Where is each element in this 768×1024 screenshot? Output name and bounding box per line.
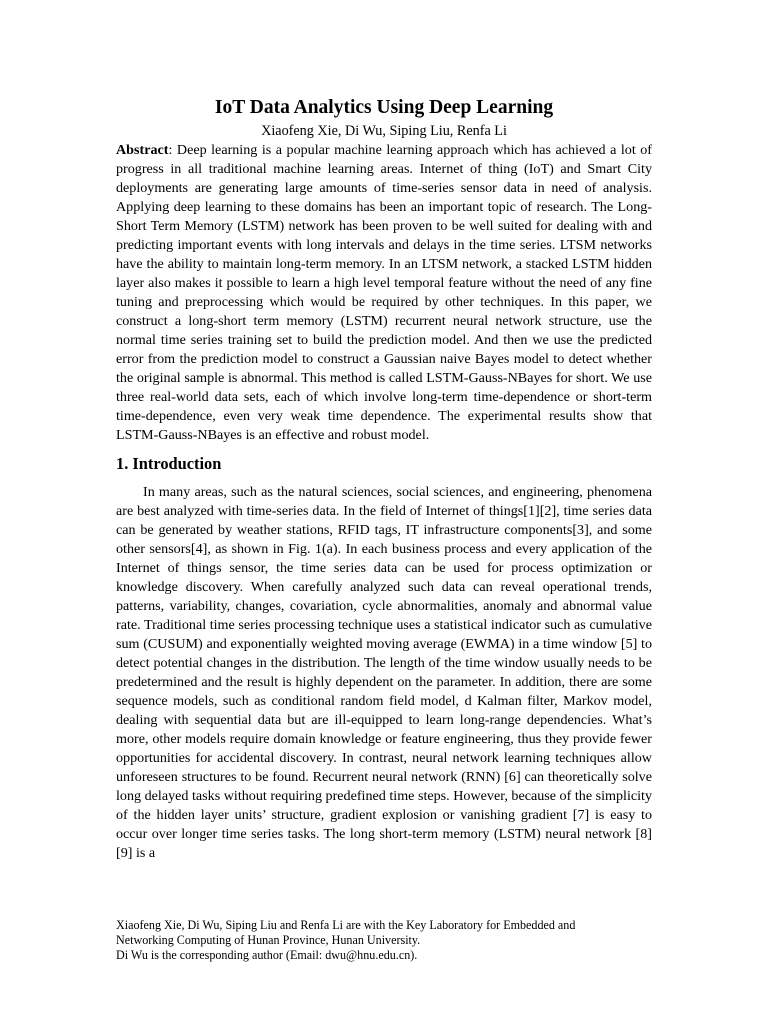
section-heading-introduction: 1. Introduction: [116, 454, 222, 473]
author-affiliation-footnote: [116, 918, 676, 963]
author-list: Xiaofeng Xie, Di Wu, Siping Liu, Renfa Li: [261, 123, 507, 139]
footnote-line: Networking Computing of Hunan Province, Hunan University.: [116, 933, 421, 947]
footnote-line: Xiaofeng Xie, Di Wu, Siping Liu and Renfa Li are with the Key Laboratory for Embedded and: [116, 918, 576, 932]
abstract-label: Abstract: [116, 142, 169, 158]
footnote-line: Di Wu is the corresponding author (Email: dwu@hnu.edu.cn).: [116, 948, 418, 962]
abstract-paragraph: [116, 141, 652, 445]
paper-page: [116, 92, 652, 863]
abstract-text: : Deep learning is a popular machine learning approach which has achieved a lot of progress in all traditional machine learning areas. Internet of thing (IoT) and Smart City deployments are generating large amounts of time-series sensor data in need of analysis. Applying deep learning to these domains has been an important topic of research. The Long-Short Term Memory (LSTM) network has been proven to be well suited for dealing with and predicting important events with long intervals and delays in the time series. LTSM networks have the ability to maintain long-term memory. In an LTSM network, a stacked LSTM hidden layer also makes it possible to learn a high level temporal feature without the need of any fine tuning and preprocessing which would be required by other techniques. In this paper, we construct a long-short term memory (LSTM) recurrent neural network structure, use the normal time series training set to build the prediction model. And then we use the predicted error from the prediction model to construct a Gaussian naive Bayes model to detect whether the original sample is abnormal. This method is called LSTM-Gauss-NBayes for short. We use three real-world data sets, each of which involve long-term time-dependence or short-term time-dependence, even very weak time dependence. The experimental results show that LSTM-Gauss-NBayes is an effective and robust model.: [116, 142, 652, 443]
introduction-paragraph: In many areas, such as the natural sciences, social sciences, and engineering, phenomena are best analyzed with time-series data. In the field of Internet of things[1][2], time series data can be generated by weather stations, RFID tags, IT infrastructure components[3], and some other sensors[4], as shown in Fig. 1(a). In each business process and every application of the Internet of things sensor, the time series data can be used for process optimization or knowledge discovery. When carefully analyzed such data can reveal operational trends, patterns, variability, changes, covariation, cycle abnormalities, anomaly and abnormal value rate. Traditional time series processing technique uses a statistical indicator such as cumulative sum (CUSUM) and exponentially weighted moving average (EWMA) in a time window [5] to detect potential changes in the distribution. The length of the time window usually needs to be predetermined and the result is highly dependent on the parameter. In addition, there are some sequence models, such as conditional random field model, d Kalman filter, Markov model, dealing with sequential data but are ill-equipped to learn long-range dependencies. What’s more, other models require domain knowledge or feature engineering, thus they provide fewer opportunities for accidental discovery. In contrast, neural network learning techniques allow unforeseen structures to be found. Recurrent neural network (RNN) [6] can theoretically solve long delayed tasks without requiring predefined time steps. However, because of the simplicity of the hidden layer units’ structure, gradient explosion or vanishing gradient [7] is easy to occur over longer time series tasks. The long short-term memory (LSTM) neural network [8][9] is a: [116, 484, 652, 861]
paper-title: IoT Data Analytics Using Deep Learning: [214, 97, 554, 118]
